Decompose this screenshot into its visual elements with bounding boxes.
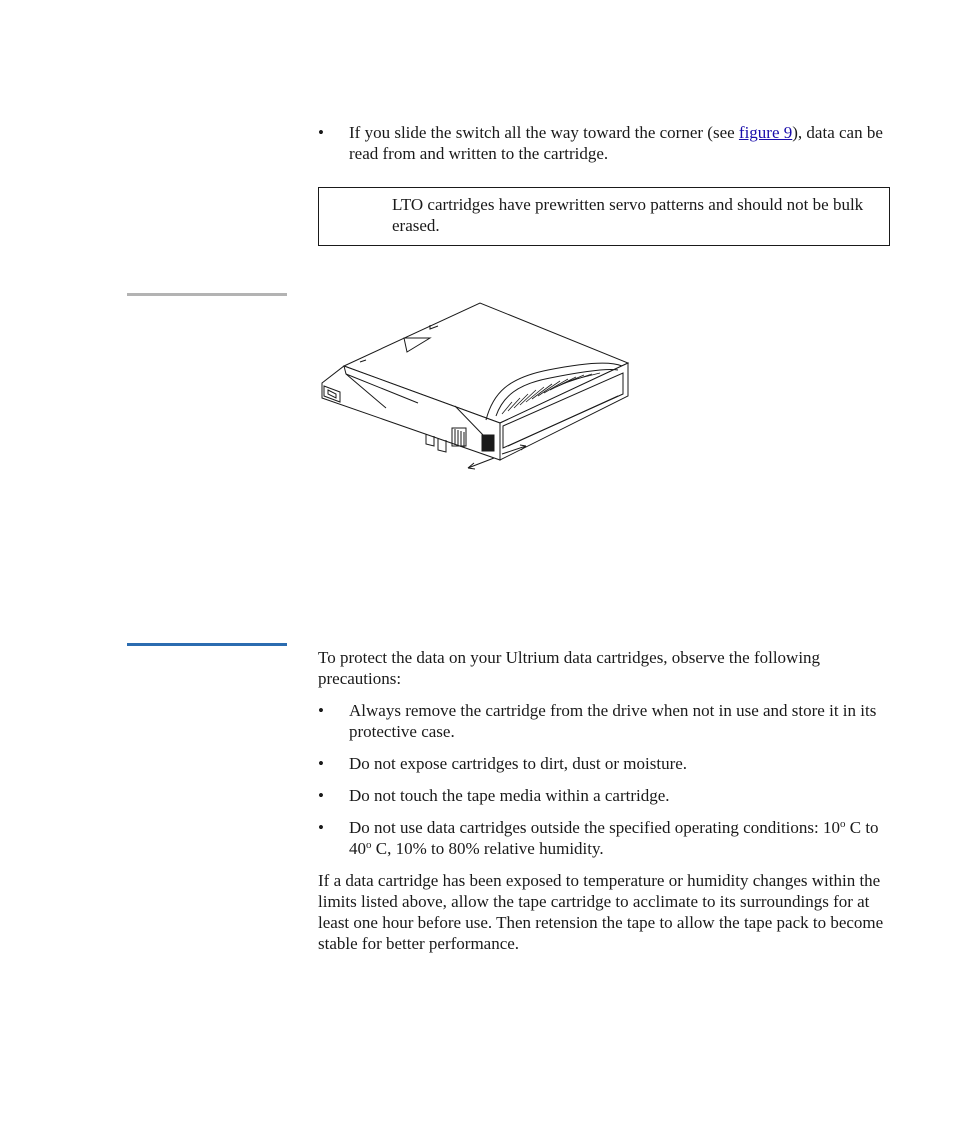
bullet-dot: • xyxy=(318,754,324,773)
care-closing: If a data cartridge has been exposed to temperature or humidity changes within the limits listed above, allow the tape cartridge to acclimate to its surroundings for at least one hour before use. Then retension the tape to allow the tape pack to become stable for better performance. xyxy=(318,871,884,953)
note-box xyxy=(318,187,890,246)
bullet-text-after: ), data can be read from and written to the cartridge. xyxy=(349,123,883,163)
bullet-dot: • xyxy=(318,701,324,720)
section-rule xyxy=(127,643,287,646)
bullet-remove-cartridge: • Always remove the cartridge from the drive when not in use and store it in its protective case. xyxy=(318,701,877,741)
bullet-text-before: If you slide the switch all the way toward the corner (see xyxy=(349,123,739,142)
bullet-no-touch: • Do not touch the tape media within a cartridge. xyxy=(318,786,670,805)
bullet-write-enable xyxy=(318,122,890,164)
figure-rule xyxy=(127,293,287,296)
bullet-operating-conditions: • Do not use data cartridges outside the specified operating conditions: 10$^o$ C to 40$^o$ C, 10% to 80% relative humidity. xyxy=(318,818,879,858)
care-intro: To protect the data on your Ultrium data cartridges, observe the following precautions: xyxy=(318,648,821,688)
figure-9-link[interactable]: figure 9 xyxy=(738,123,793,142)
bullet-dot: • xyxy=(318,123,324,142)
bullet-dot: • xyxy=(318,818,324,837)
cartridge-illustration xyxy=(318,298,638,478)
bullet-no-dirt: • Do not expose cartridges to dirt, dust or moisture. xyxy=(318,754,688,773)
note-text: LTO cartridges have prewritten servo patterns and should not be bulk erased. xyxy=(392,195,864,235)
bullet-dot: • xyxy=(318,786,324,805)
